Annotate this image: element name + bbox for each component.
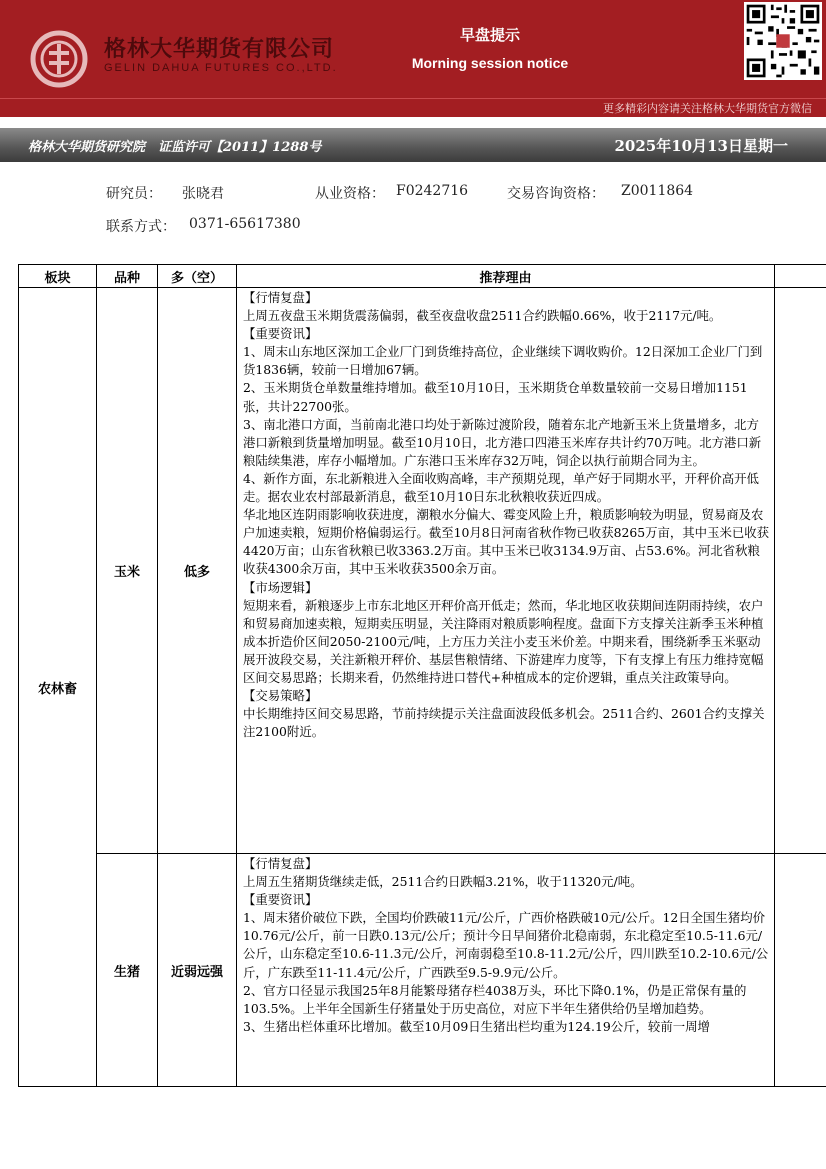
contact-label: 联系方式： xyxy=(106,219,176,235)
follow-text: 更多精彩内容请关注格林大华期货官方微信 xyxy=(603,102,812,115)
reason-paragraph: 上周五夜盘玉米期货震荡偏弱，截至夜盘收盘2511合约跌幅0.66%，收于2117元/吨。 xyxy=(243,308,722,324)
researcher-label: 研究员： xyxy=(106,186,162,202)
header-blank xyxy=(775,265,826,288)
variety-cell: 生猪 xyxy=(97,854,158,1087)
follow-strip xyxy=(0,98,826,117)
reason-paragraph: 华北地区连阴雨影响收获进度，潮粮水分偏大、霉变风险上升，粮质影响较为明显，贸易商及农户加速卖粮，短期价格偏弱运行。截至10月8日河南省秋作物已收获8265万亩，其中玉米已收获4420万亩；山东省秋粮已收3363.2万亩。其中玉米已收3134.9万亩、占53.6%。河北省秋粮收获4300余万亩，其中玉米收获3500余万亩。 xyxy=(243,507,770,577)
contact-phone: 0371-65617380 xyxy=(189,216,301,232)
section-heading: 【行情复盘】 xyxy=(243,290,318,305)
qualification-label: 从业资格： xyxy=(315,186,385,202)
header-variety: 品种 xyxy=(97,265,158,288)
direction-cell: 近弱远强 xyxy=(158,854,237,1087)
document-title-cn: 早盘提示 xyxy=(459,26,520,44)
section-heading: 【重要资讯】 xyxy=(243,326,318,342)
reason-paragraph: 中长期维持区间交易思路，节前持续提示关注盘面波段低多机会。2511合约、2601合约支撑关注2100附近。 xyxy=(243,706,765,740)
sector-cell: 农林畜 xyxy=(19,288,97,1087)
report-date: 2025年10月13日星期一 xyxy=(614,137,788,155)
table-row xyxy=(19,854,826,1087)
recommendation-table xyxy=(18,264,826,1087)
consult-label: 交易咨询资格： xyxy=(507,186,605,202)
reason-paragraph: 1、周末山东地区深加工企业厂门到货维持高位，企业继续下调收购价。12日深加工企业厂门到货1836辆，较前一日增加67辆。 xyxy=(243,344,763,378)
section-heading: 【市场逻辑】 xyxy=(243,579,318,595)
table-row xyxy=(19,288,826,854)
direction-cell: 低多 xyxy=(158,288,237,854)
reason-paragraph: 2、玉米期货仓单数量维持增加。截至10月10日，玉米期货仓单数量较前一交易日增加1151张，共计22700张。 xyxy=(243,380,748,414)
reason-cell xyxy=(237,288,775,854)
header-direction: 多（空） xyxy=(158,265,237,288)
reason-paragraph: 短期来看，新粮逐步上市东北地区开秤价高开低走；然而，华北地区收获期间连阴雨持续，农户和贸易商加速卖粮，短期卖压明显，关注降雨对粮质影响程度。盘面下方支撑关注新季玉米种植成本折造价区间2050-2100元/吨，上方压力关注小麦玉米价差。中期来看，围绕新季玉米驱动展开波段交易，关注新粮开秤价、基层售粮情绪、下游建库力度等，下有支撑上有压力维持宽幅区间交易思路；长期来看，仍然维持进口替代+种植成本的定价逻辑，重点关注政策导向。 xyxy=(243,597,764,685)
table-header-row xyxy=(19,265,826,288)
document-title-en: Morning session notice xyxy=(411,55,569,71)
reason-paragraph: 上周五生猪期货继续走低，2511合约日跌幅3.21%，收于11320元/吨。 xyxy=(243,874,643,890)
header-reason: 推荐理由 xyxy=(237,265,775,288)
consult-number: Z0011864 xyxy=(621,183,694,199)
blank-cell xyxy=(775,854,826,1087)
company-name-en: GELIN DAHUA FUTURES CO.,LTD. xyxy=(104,62,338,74)
reason-cell xyxy=(237,854,775,1087)
section-heading: 【重要资讯】 xyxy=(243,892,318,908)
reason-paragraph: 4、新作方面，东北新粮进入全面收购高峰，丰产预期兑现，单产好于同期水平，开秤价高开低走。据农业农村部最新消息，截至10月10日东北秋粮收获近四成。 xyxy=(243,470,759,505)
header-banner xyxy=(0,0,826,98)
reason-paragraph: 1、周末猪价破位下跌，全国均价跌破11元/公斤，广西价格跌破10元/公斤。12日全国生猪均价10.76元/公斤，前一日跌0.13元/公斤；预计今日早间猪价北稳南弱，东北稳定至10.5-11.6元/公斤，山东稳定至10.6-11.3元/公斤，河南弱稳至10.8-11.2元/公斤，四川跌至10.2-10.6元/公斤，广东跌至11-11.4元/公斤，广西跌至9.5-9.9元/公斤。 xyxy=(243,910,769,980)
wechat-qr-code-icon[interactable] xyxy=(744,2,822,80)
blank-cell xyxy=(775,288,826,854)
company-logo-icon xyxy=(30,30,88,88)
institute-license: 格林大华期货研究院 证监许可【2011】1288号 xyxy=(28,140,322,155)
researcher-name: 张晓君 xyxy=(182,186,224,202)
header-sector: 板块 xyxy=(19,265,97,288)
reason-paragraph: 3、生猪出栏体重环比增加。截至10月09日生猪出栏均重为124.19公斤，较前一周增 xyxy=(243,1018,710,1034)
institute-bar xyxy=(0,128,826,162)
reason-paragraph: 3、南北港口方面，当前南北港口均处于新陈过渡阶段，随着东北产地新玉米上货量增多，北方港口新粮到货量增加明显。截至10月10日，北方港口四港玉米库存共计约70万吨。北方港口新粮陆续集港，库存小幅增加。广东港口玉米库存32万吨，饲企以执行前期合同为主。 xyxy=(243,416,762,468)
section-heading: 【交易策略】 xyxy=(243,688,318,704)
company-name-cn: 格林大华期货有限公司 xyxy=(104,37,335,62)
variety-cell: 玉米 xyxy=(97,288,158,854)
section-heading: 【行情复盘】 xyxy=(243,856,318,871)
reason-paragraph: 2、官方口径显示我国25年8月能繁母猪存栏4038万头，环比下降0.1%，仍是正常保有量的103.5%。上半年全国新生仔猪量处于历史高位，对应下半年生猪供给仍呈增加趋势。 xyxy=(243,982,747,1016)
qualification-number: F0242716 xyxy=(396,183,469,199)
